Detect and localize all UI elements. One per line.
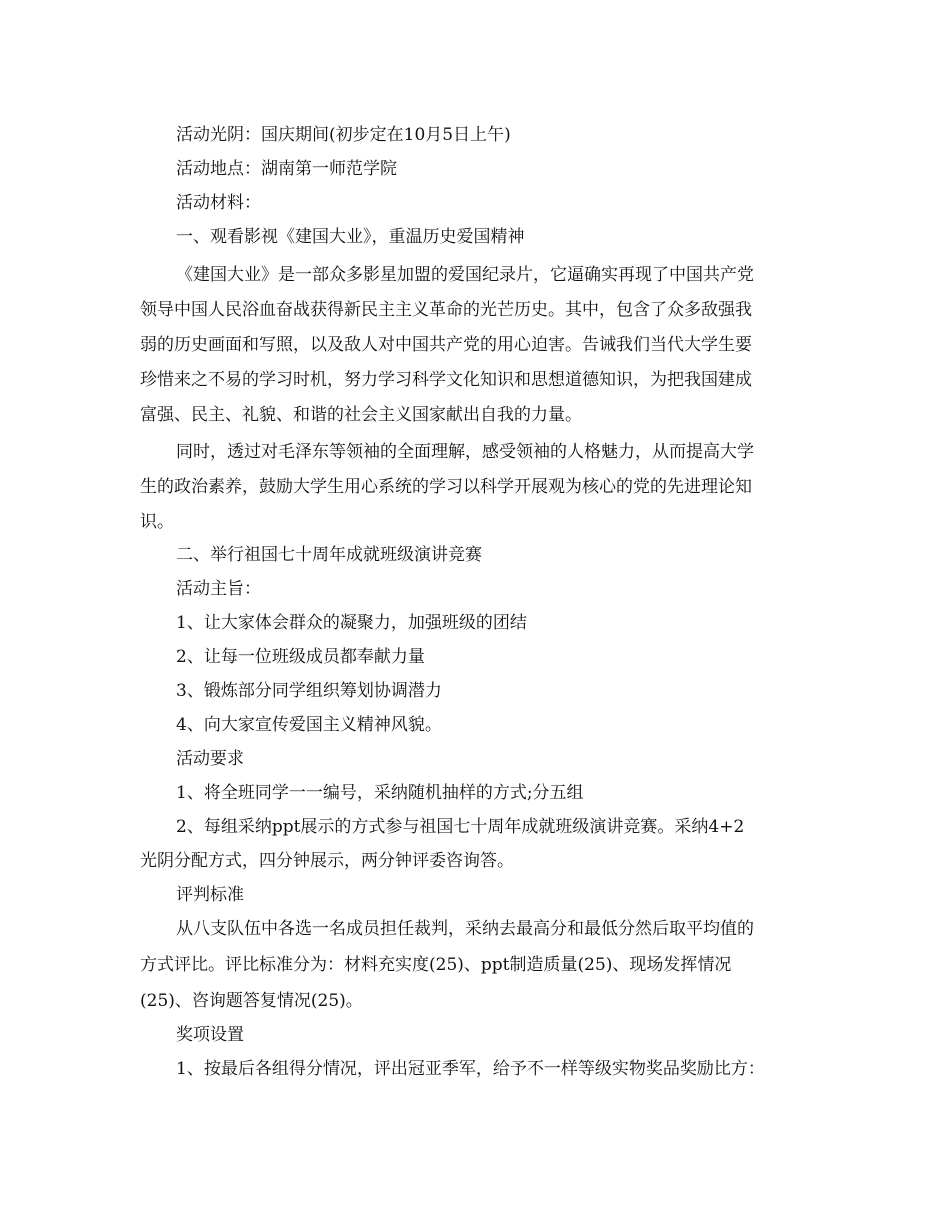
paragraph-line: 珍惜来之不易的学习时机，努力学习科学文化知识和思想道德知识，为把我国建成 [140, 370, 752, 390]
paragraph-line: 《建国大业》是一部众多影星加盟的爱国纪录片，它逼确实再现了中国共产党 [176, 265, 754, 285]
awards-heading: 奖项设置 [176, 1025, 244, 1045]
activity-materials-heading: 活动材料： [176, 193, 261, 213]
paragraph-line: 富强、民主、礼貌、和谐的社会主义国家献出自我的力量。 [140, 405, 582, 425]
list-item: 3、锻炼部分同学组织筹划协调潜力 [176, 681, 442, 701]
list-item: 2、让每一位班级成员都奉献力量 [176, 647, 425, 667]
list-item: 1、将全班同学一一编号，采纳随机抽样的方式;分五组 [176, 783, 584, 803]
section-two-heading: 二、举行祖国七十周年成就班级演讲竞赛 [176, 545, 482, 565]
paragraph-line: 从八支队伍中各选一名成员担任裁判，采纳去最高分和最低分然后取平均值的 [176, 919, 754, 939]
paragraph-line: 光阴分配方式，四分钟展示，两分钟评委咨询答。 [140, 851, 514, 871]
activity-location-line: 活动地点：湖南第一师范学院 [176, 159, 397, 179]
paragraph-line: 识。 [140, 512, 174, 532]
section-one-heading: 一、观看影视《建国大业》，重温历史爱国精神 [176, 227, 525, 247]
activity-purpose-heading: 活动主旨： [176, 579, 261, 599]
list-item: 1、让大家体会群众的凝聚力，加强班级的团结 [176, 613, 527, 633]
paragraph-line: (25)、咨询题答复情况(25)。 [140, 991, 363, 1011]
judging-criteria-heading: 评判标准 [176, 885, 244, 905]
paragraph-line: 生的政治素养，鼓励大学生用心系统的学习以科学开展观为核心的党的先进理论知 [140, 477, 752, 497]
list-item: 1、按最后各组得分情况，评出冠亚季军，给予不一样等级实物奖品奖励比方： [176, 1059, 765, 1079]
paragraph-line: 领导中国人民浴血奋战获得新民主主义革命的光芒历史。其中，包含了众多敌强我 [140, 300, 752, 320]
list-item: 2、每组采纳ppt展示的方式参与祖国七十周年成就班级演讲竞赛。采纳4+2 [176, 817, 745, 837]
activity-requirements-heading: 活动要求 [176, 749, 244, 769]
activity-time-line: 活动光阴：国庆期间(初步定在10月5日上午) [176, 125, 511, 145]
paragraph-line: 同时，透过对毛泽东等领袖的全面理解，感受领袖的人格魅力，从而提高大学 [176, 442, 754, 462]
paragraph-line: 方式评比。评比标准分为：材料充实度(25)、ppt制造质量(25)、现场发挥情况 [140, 955, 732, 975]
paragraph-line: 弱的历史画面和写照，以及敌人对中国共产党的用心迫害。告诫我们当代大学生要 [140, 335, 752, 355]
list-item: 4、向大家宣传爱国主义精神风貌。 [176, 715, 442, 735]
